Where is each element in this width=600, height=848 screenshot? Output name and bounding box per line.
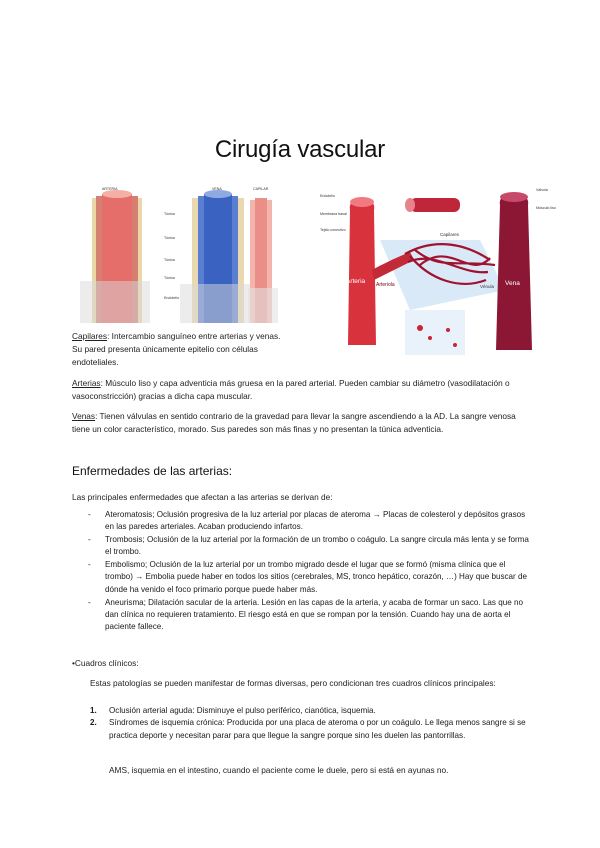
circulation-label-membrana: Membrana basal [320, 212, 347, 216]
circulation-figure [310, 180, 560, 355]
list-item-cuadro-2 [90, 717, 530, 742]
figure-label-tunica-1: Túnica [164, 212, 175, 216]
capilares-text: : Intercambio sanguíneo entre arterias y venas. Su pared presenta únicamente epitelio con células endoteliales. [72, 331, 281, 367]
vessel-layers-illustration [72, 186, 280, 323]
cuadros-intro: Estas patologías se pueden manifestar de formas diversas, pero condicionan tres cuadros clínicos principales: [90, 678, 496, 688]
circulation-illustration [310, 180, 560, 355]
diseases-intro: Las principales enfermedades que afectan a las arterias se derivan de: [72, 492, 333, 502]
figure-label-tunica-2: Túnica [164, 236, 175, 240]
list-item-cuadro-1 [90, 705, 530, 717]
page-title: Cirugía vascular [214, 136, 386, 163]
circulation-label-tejido: Tejido conectivo [320, 228, 346, 232]
list-item-trombosis: - Trombosis; Oclusión de la luz arterial por la formación de un trombo o coágulo. La sangre circula más lenta y se forma el trombo. [72, 534, 535, 559]
figure-label-endotelio: Endotelio [164, 296, 179, 300]
circulation-label-venula: Vénula [480, 284, 495, 289]
cuadro-2-text: Síndromes de isquemia crónica: Producida por una placa de ateroma o por un coágulo. Le llega menos sangre si se practica deporte y necesitan parar para que llegue la sangre porque sino les duelen las pantorrillas. [109, 718, 526, 740]
figure-header-artery: ARTERIA [102, 187, 118, 191]
diseases-list [72, 509, 535, 634]
list-item-ateromatosis: - Ateromatosis; Oclusión progresiva de la luz arterial por placas de ateroma → Placas de colesterol y depósitos grasos en las paredes arteriales. Acaban produciendo infartos. [72, 509, 535, 534]
arterias-term: Arterias [72, 378, 101, 388]
figure-label-tunica-3: Túnica [164, 258, 175, 262]
venas-term: Venas [72, 411, 96, 421]
figure-header-capillary: CAPILAR [253, 187, 269, 191]
capilares-term: Capilares [72, 331, 108, 341]
cuadros-list [90, 705, 530, 742]
figure-label-tunica-4: Túnica [164, 276, 175, 280]
circulation-label-capilares: Capilares [440, 232, 460, 237]
ams-paragraph: AMS, isquemia en el intestino, cuando el paciente come le duele, pero si está en ayunas no. [109, 765, 449, 775]
arterias-text: : Músculo liso y capa adventicia más gruesa en la pared arterial. Pueden cambiar su diámetro (vasodilatación o vasoconstricción) gracias a dicha capa muscular. [72, 378, 510, 401]
cuadro-1-number: 1. [90, 706, 97, 715]
circulation-label-arteriola: Arteriola [376, 282, 395, 288]
list-item-aneurisma: - Aneurisma; Dilatación sacular de la arteria. Lesión en las capas de la arteria, y acaba de formar un saco. Las que no dan clínica no requieren tratamiento. El riesgo está en que se rompan por la tensión. Cuando hay una de aorta el paciente fallece. [72, 597, 535, 634]
section-heading-enfermedades: Enfermedades de las arterias: [72, 464, 233, 478]
cuadros-heading: •Cuadros clínicos: [72, 658, 139, 668]
circulation-label-valvula: Válvula [536, 188, 548, 192]
vessel-layers-figure [72, 186, 280, 323]
arterias-paragraph [72, 377, 530, 403]
cuadro-1-text: Oclusión arterial aguda: Disminuye el pulso periférico, cianótica, isquemia. [109, 706, 376, 715]
capilares-paragraph [72, 330, 286, 369]
circulation-label-endotelio: Endotelio [320, 194, 335, 198]
venas-text: : Tienen válvulas en sentido contrario de la gravedad para llevar la sangre ascendiendo a la AD. La sangre venosa tiene un color característico, morado. Sus paredes son más finas y no presentan la túnica adventicia. [72, 411, 516, 434]
list-item-embolismo: - Embolismo; Oclusión de la luz arterial por un trombo migrado desde el lugar que se formó (misma clínica que el trombo) → Embolia puede haber en todos los sitios (cerebrales, MS, tronco hepático, corazón, …) Hay que buscar de dónde ha venido el foco primario porque puede haber más. [72, 559, 535, 596]
figure-header-vein: VENA [212, 187, 222, 191]
circulation-label-arteria: Arteria [346, 278, 366, 285]
cuadro-2-number: 2. [90, 718, 97, 728]
venas-paragraph [72, 410, 534, 436]
circulation-label-musculo: Músculo liso [536, 206, 556, 210]
circulation-label-vena: Vena [505, 280, 520, 287]
